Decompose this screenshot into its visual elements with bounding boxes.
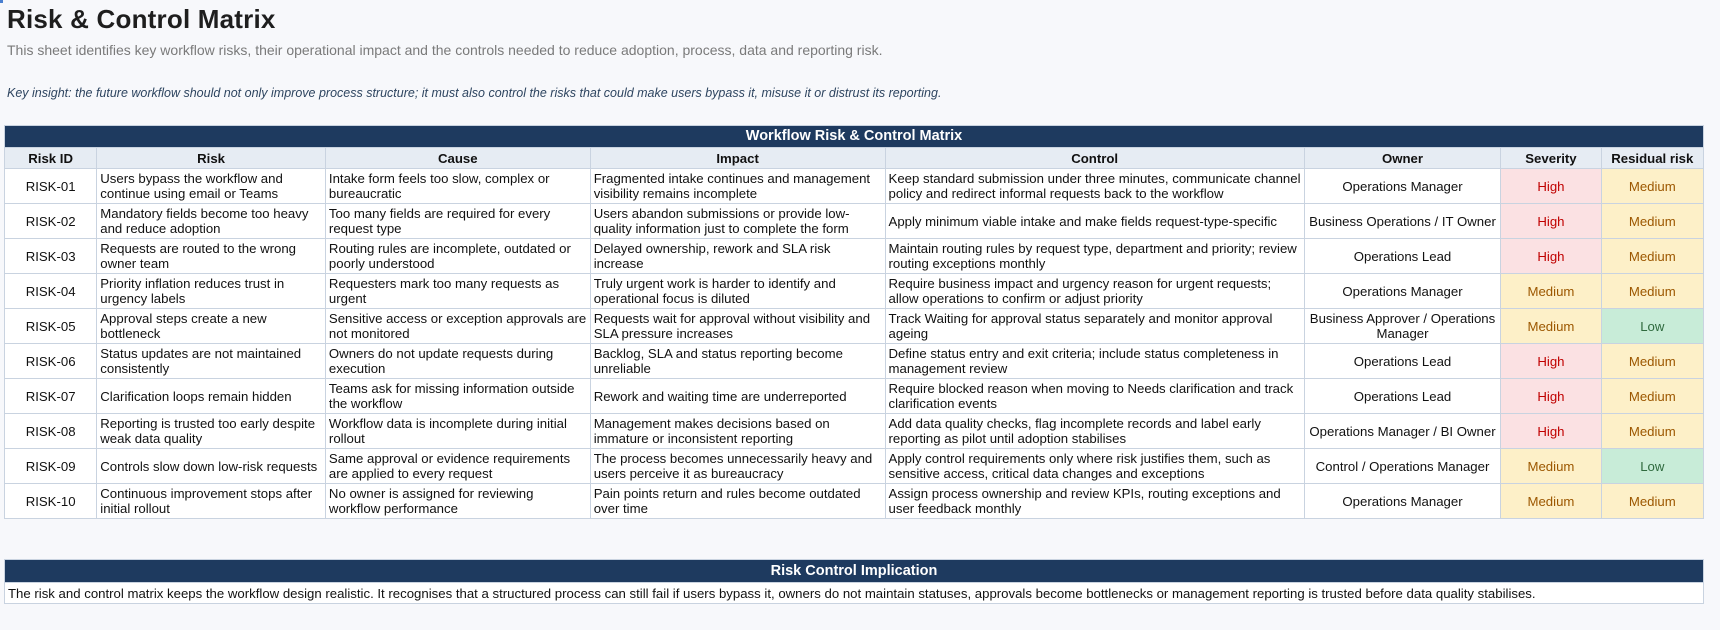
residual-risk-cell: Medium: [1601, 274, 1703, 309]
severity-cell: High: [1501, 344, 1601, 379]
owner-cell: Control / Operations Manager: [1304, 449, 1501, 484]
matrix-banner: Workflow Risk & Control Matrix: [5, 126, 1704, 148]
risk-id-cell: RISK-10: [5, 484, 97, 519]
severity-cell: High: [1501, 204, 1601, 239]
page-title: Risk & Control Matrix: [7, 4, 276, 34]
owner-cell: Operations Manager: [1304, 169, 1501, 204]
table-row: [5, 414, 1704, 449]
residual-risk-cell: Medium: [1601, 344, 1703, 379]
risk-cell: Continuous improvement stops after initial rollout: [97, 484, 326, 519]
risk-cell: Users bypass the workflow and continue using email or Teams: [97, 169, 326, 204]
table-row: [5, 449, 1704, 484]
residual-risk-cell: Low: [1601, 449, 1703, 484]
impact-cell: Users abandon submissions or provide low-quality information just to complete the form: [590, 204, 885, 239]
severity-cell: Medium: [1501, 484, 1601, 519]
cause-cell: Routing rules are incomplete, outdated or poorly understood: [325, 239, 590, 274]
table-row: [5, 274, 1704, 309]
table-row: [5, 379, 1704, 414]
owner-cell: Operations Manager / BI Owner: [1304, 414, 1501, 449]
column-header-risk-id: Risk ID: [5, 148, 97, 169]
residual-risk-cell: Low: [1601, 309, 1703, 344]
impact-cell: Rework and waiting time are underreported: [590, 379, 885, 414]
risk-cell: Reporting is trusted too early despite weak data quality: [97, 414, 326, 449]
risk-id-cell: RISK-01: [5, 169, 97, 204]
risk-cell: Requests are routed to the wrong owner team: [97, 239, 326, 274]
cause-cell: Too many fields are required for every request type: [325, 204, 590, 239]
risk-control-implication: [4, 559, 1704, 604]
owner-cell: Operations Manager: [1304, 484, 1501, 519]
impact-cell: Management makes decisions based on immature or inconsistent reporting: [590, 414, 885, 449]
risk-id-cell: RISK-09: [5, 449, 97, 484]
column-header-owner: Owner: [1304, 148, 1501, 169]
severity-cell: High: [1501, 414, 1601, 449]
table-row: [5, 169, 1704, 204]
risk-id-cell: RISK-03: [5, 239, 97, 274]
risk-id-cell: RISK-05: [5, 309, 97, 344]
matrix-body: [5, 169, 1704, 519]
residual-risk-cell: Medium: [1601, 414, 1703, 449]
residual-risk-cell: Medium: [1601, 204, 1703, 239]
implication-text: The risk and control matrix keeps the workflow design realistic. It recognises that a structured process can still fail if users bypass it, owners do not maintain statuses, approvals become bottlenecks or management reporting is trusted before data quality stabilises.: [5, 583, 1704, 604]
owner-cell: Operations Manager: [1304, 274, 1501, 309]
residual-risk-cell: Medium: [1601, 484, 1703, 519]
severity-cell: Medium: [1501, 449, 1601, 484]
control-cell: Maintain routing rules by request type, department and priority; review routing exceptions monthly: [885, 239, 1304, 274]
table-row: [5, 484, 1704, 519]
risk-cell: Mandatory fields become too heavy and reduce adoption: [97, 204, 326, 239]
cause-cell: No owner is assigned for reviewing workflow performance: [325, 484, 590, 519]
impact-cell: Truly urgent work is harder to identify and operational focus is diluted: [590, 274, 885, 309]
risk-cell: Controls slow down low-risk requests: [97, 449, 326, 484]
residual-risk-cell: Medium: [1601, 239, 1703, 274]
cause-cell: Owners do not update requests during execution: [325, 344, 590, 379]
column-header-cause: Cause: [325, 148, 590, 169]
table-row: [5, 239, 1704, 274]
control-cell: Require blocked reason when moving to Needs clarification and track clarification events: [885, 379, 1304, 414]
control-cell: Apply control requirements only where risk justifies them, such as sensitive access, critical data changes and exceptions: [885, 449, 1304, 484]
control-cell: Assign process ownership and review KPIs, routing exceptions and user feedback monthly: [885, 484, 1304, 519]
impact-cell: Delayed ownership, rework and SLA risk increase: [590, 239, 885, 274]
column-header-risk: Risk: [97, 148, 326, 169]
control-cell: Apply minimum viable intake and make fields request-type-specific: [885, 204, 1304, 239]
control-cell: Define status entry and exit criteria; include status completeness in management review: [885, 344, 1304, 379]
risk-id-cell: RISK-04: [5, 274, 97, 309]
key-insight: Key insight: the future workflow should not only improve process structure; it must also control the risks that could make users bypass it, misuse it or distrust its reporting.: [7, 86, 942, 100]
impact-cell: Fragmented intake continues and management visibility remains incomplete: [590, 169, 885, 204]
risk-cell: Status updates are not maintained consistently: [97, 344, 326, 379]
owner-cell: Operations Lead: [1304, 344, 1501, 379]
impact-cell: Pain points return and rules become outdated over time: [590, 484, 885, 519]
matrix-header-row: [5, 148, 1704, 169]
owner-cell: Operations Lead: [1304, 379, 1501, 414]
risk-cell: Priority inflation reduces trust in urgency labels: [97, 274, 326, 309]
column-header-control: Control: [885, 148, 1304, 169]
control-cell: Keep standard submission under three minutes, communicate channel policy and redirect informal requests back to the workflow: [885, 169, 1304, 204]
sheet-corner-marker: [0, 0, 3, 3]
impact-cell: Requests wait for approval without visibility and SLA pressure increases: [590, 309, 885, 344]
severity-cell: High: [1501, 169, 1601, 204]
severity-cell: High: [1501, 239, 1601, 274]
residual-risk-cell: Medium: [1601, 379, 1703, 414]
cause-cell: Same approval or evidence requirements are applied to every request: [325, 449, 590, 484]
severity-cell: Medium: [1501, 274, 1601, 309]
cause-cell: Workflow data is incomplete during initial rollout: [325, 414, 590, 449]
risk-id-cell: RISK-07: [5, 379, 97, 414]
owner-cell: Operations Lead: [1304, 239, 1501, 274]
risk-id-cell: RISK-02: [5, 204, 97, 239]
cause-cell: Requesters mark too many requests as urgent: [325, 274, 590, 309]
risk-id-cell: RISK-06: [5, 344, 97, 379]
owner-cell: Business Operations / IT Owner: [1304, 204, 1501, 239]
control-cell: Add data quality checks, flag incomplete records and label early reporting as pilot until adoption stabilises: [885, 414, 1304, 449]
severity-cell: High: [1501, 379, 1601, 414]
severity-cell: Medium: [1501, 309, 1601, 344]
owner-cell: Business Approver / Operations Manager: [1304, 309, 1501, 344]
implication-banner: Risk Control Implication: [5, 560, 1704, 583]
table-row: [5, 309, 1704, 344]
column-header-severity: Severity: [1501, 148, 1601, 169]
cause-cell: Intake form feels too slow, complex or bureaucratic: [325, 169, 590, 204]
risk-control-matrix: [4, 125, 1704, 519]
page-subtitle: This sheet identifies key workflow risks, their operational impact and the controls needed to reduce adoption, process, data and reporting risk.: [7, 42, 883, 58]
risk-cell: Approval steps create a new bottleneck: [97, 309, 326, 344]
risk-cell: Clarification loops remain hidden: [97, 379, 326, 414]
control-cell: Track Waiting for approval status separately and monitor approval ageing: [885, 309, 1304, 344]
table-row: [5, 204, 1704, 239]
cause-cell: Sensitive access or exception approvals are not monitored: [325, 309, 590, 344]
impact-cell: The process becomes unnecessarily heavy and users perceive it as bureaucracy: [590, 449, 885, 484]
control-cell: Require business impact and urgency reason for urgent requests; allow operations to confirm or adjust priority: [885, 274, 1304, 309]
risk-id-cell: RISK-08: [5, 414, 97, 449]
table-row: [5, 344, 1704, 379]
impact-cell: Backlog, SLA and status reporting become unreliable: [590, 344, 885, 379]
column-header-residual-risk: Residual risk: [1601, 148, 1703, 169]
residual-risk-cell: Medium: [1601, 169, 1703, 204]
column-header-impact: Impact: [590, 148, 885, 169]
cause-cell: Teams ask for missing information outside the workflow: [325, 379, 590, 414]
